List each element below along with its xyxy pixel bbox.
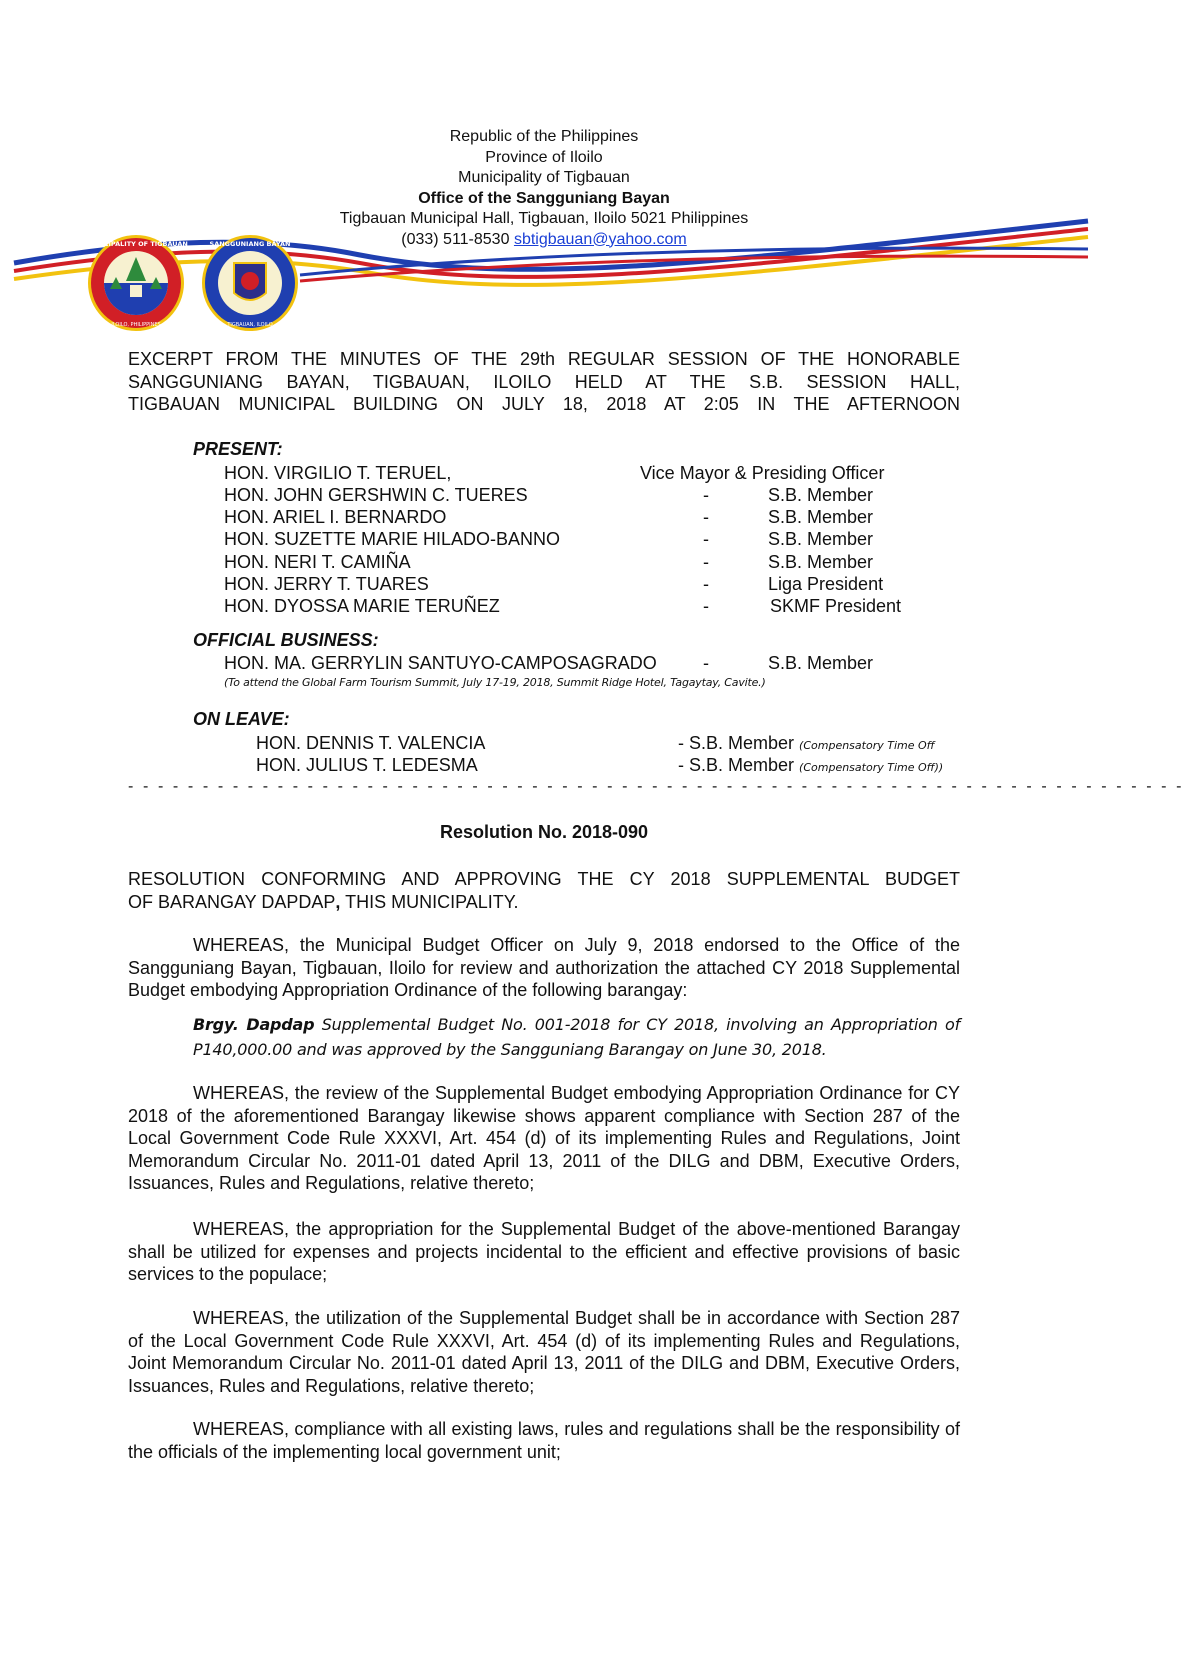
barangay-name: Brgy. Dapdap [193, 1015, 315, 1034]
seal2-sub: TIGBAUAN, ILOILO [227, 322, 273, 328]
barangay-budget-entry [193, 1012, 960, 1062]
member-role: S.B. Member [768, 552, 874, 572]
leave-note: (Compensatory Time Off)) [799, 761, 944, 774]
resolution-title [128, 868, 960, 913]
on-leave-heading: ON LEAVE: [193, 709, 290, 729]
letterhead-address: Tigbauan Municipal Hall, Tigbauan, Iloilo 5021 Philippines [339, 210, 749, 227]
seal1-sub: ILOILO, PHILIPPINES [111, 322, 161, 328]
leave-role [678, 754, 943, 779]
email-link[interactable]: sbtigbauan@yahoo.com [513, 230, 687, 248]
member-dash: - [703, 596, 709, 616]
seal1-text: MUNICIPALITY OF TIGBAUAN [84, 240, 188, 248]
member-role: S.B. Member [768, 529, 874, 549]
excerpt-line3: TIGBAUAN MUNICIPAL BUILDING ON JULY 18, 2018 AT 2:05 IN THE AFTERNOON [128, 394, 960, 414]
letterhead [0, 127, 1088, 250]
member-name: HON. JOHN GERSHWIN C. TUERES [224, 485, 528, 505]
whereas-paragraph-2: WHEREAS, the review of the Supplemental Budget embodying Appropriation Ordinance for CY 2018 of the aforementioned Barangay likewise shows apparent compliance with Section 287 of the Local Government Code Rule XXXVI, Art. 454 (d) of its implementing Rules and Regulations, Joint Memorandum Circular No. 2011-01 dated April 13, 2011 of the DILG and DBM, Executive Orders, Issuances, Rules and Regulations, relative thereto; [128, 1083, 960, 1193]
separator-line: - - - - - - - - - - - - - - - - - - - - - - - - - - - - - - - - - - - - - - - - - - - - - - - - - - - - - - - - - - - - - - - - - - - - - - - [128, 778, 1184, 795]
leave-role-text: - S.B. Member [678, 733, 795, 753]
excerpt-heading [128, 348, 960, 416]
whereas-paragraph-3: WHEREAS, the appropriation for the Supplemental Budget of the above-mentioned Barangay shall be utilized for expenses and projects incidental to the efficient and effective provisions of basic services to the populace; [128, 1219, 960, 1284]
whereas-paragraph-1: WHEREAS, the Municipal Budget Officer on July 9, 2018 endorsed to the Office of the Sangguniang Bayan, Tigbauan, Iloilo for review and authorization the attached CY 2018 Supplemental Budget embodying Appropriation Ordinance of the following barangay: [128, 935, 960, 1000]
letterhead-line2: Province of Iloilo [485, 148, 603, 166]
title-part: OF BARANGAY DAPDAP [128, 891, 336, 912]
present-heading: PRESENT: [193, 439, 283, 459]
official-business-role: S.B. Member [768, 653, 874, 673]
presiding-name: HON. VIRGILIO T. TERUEL, [224, 463, 452, 483]
leave-name: HON. JULIUS T. LEDESMA [256, 755, 478, 775]
seal2-text: SANGGUNIANG BAYAN [209, 240, 291, 248]
member-role: SKMF President [770, 596, 902, 616]
leave-note: (Compensatory Time Off [799, 739, 935, 752]
member-name: HON. ARIEL I. BERNARDO [224, 507, 447, 527]
letterhead-contact [0, 230, 1088, 251]
official-business-dash: - [703, 653, 709, 673]
official-business-note: (To attend the Global Farm Tourism Summit, July 17-19, 2018, Summit Ridge Hotel, Tagaytay, Cavite.) [224, 676, 766, 689]
member-dash: - [703, 507, 709, 527]
letterhead-phone: (033) 511-8530 [401, 230, 510, 248]
leave-role-text: - S.B. Member [678, 755, 795, 775]
whereas-paragraph-5: WHEREAS, compliance with all existing laws, rules and regulations shall be the responsibility of the officials of the implementing local government unit; [128, 1419, 960, 1462]
member-role: S.B. Member [768, 485, 874, 505]
resolution-number: Resolution No. 2018-090 [439, 822, 649, 842]
leave-name: HON. DENNIS T. VALENCIA [256, 733, 486, 753]
member-dash: - [703, 529, 709, 549]
member-dash: - [703, 485, 709, 505]
title-part: THIS MUNICIPALITY. [340, 891, 519, 912]
member-name: HON. SUZETTE MARIE HILADO-BANNO [224, 529, 561, 549]
barangay-budget-text: Supplemental Budget No. 001-2018 for CY 2018, involving an Appropriation of P140,000.00 and was approved by the Sangguniang Barangay on June 30, 2018. [193, 1015, 960, 1059]
resolution-title-line1: RESOLUTION CONFORMING AND APPROVING THE CY 2018 SUPPLEMENTAL BUDGET [128, 869, 960, 889]
member-name: HON. NERI T. CAMIÑA [224, 552, 411, 572]
whereas-paragraph-4: WHEREAS, the utilization of the Supplemental Budget shall be in accordance with Section 287 of the Local Government Code Rule XXXVI, Art. 454 (d) of its implementing Rules and Regulations, Joint Memorandum Circular No. 2011-01 dated April 13, 2011 of the DILG and DBM, Executive Orders, Issuances, Rules and Regulations, relative thereto; [128, 1308, 960, 1396]
official-business-heading: OFFICIAL BUSINESS: [193, 630, 379, 650]
member-role: S.B. Member [768, 507, 874, 527]
presiding-role: Vice Mayor & Presiding Officer [640, 463, 885, 483]
member-name: HON. JERRY T. TUARES [224, 574, 429, 594]
member-role: Liga President [768, 574, 884, 594]
member-dash: - [703, 574, 709, 594]
resolution-title-line2 [128, 891, 960, 914]
member-name: HON. DYOSSA MARIE TERUÑEZ [224, 596, 500, 616]
letterhead-line1: Republic of the Philippines [449, 128, 639, 145]
official-business-name: HON. MA. GERRYLIN SANTUYO-CAMPOSAGRADO [224, 653, 657, 673]
title-comma: , [335, 891, 341, 912]
excerpt-line2: SANGGUNIANG BAYAN, TIGBAUAN, ILOILO HELD AT THE S.B. SESSION HALL, [128, 371, 960, 392]
excerpt-line1: EXCERPT FROM THE MINUTES OF THE 29th REGULAR SESSION OF THE HONORABLE [128, 349, 960, 369]
member-dash: - [703, 552, 709, 572]
letterhead-office: Office of the Sangguniang Bayan [418, 189, 670, 207]
letterhead-line3: Municipality of Tigbauan [458, 169, 630, 186]
